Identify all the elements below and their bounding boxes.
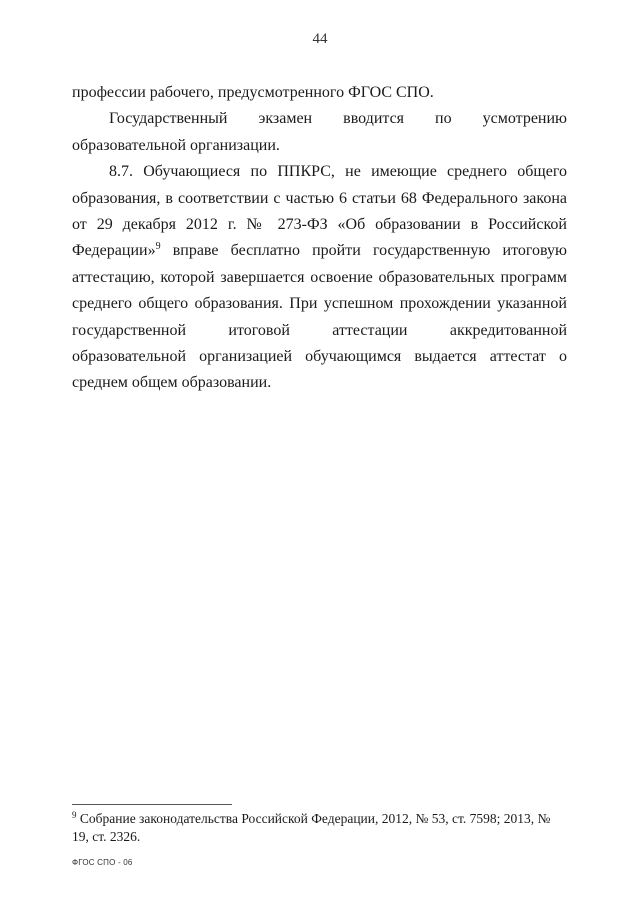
paragraph-8-7-text: 8.7. Обучающиеся по ППКРС, не имеющие среднего общего образования, в соответствии с частью 6 статьи 68 Федерального закона от 29 декабря 2012 г. № 273-ФЗ «Об образовании в Российской Федерации» [72, 163, 567, 260]
paragraph-state-exam: Государственный экзамен вводится по усмотрению образовательной организации. [72, 110, 567, 154]
footnote-separator [72, 804, 232, 805]
document-code: ФГОС СПО - 06 [72, 858, 133, 867]
paragraph-8-7-text-continued: вправе бесплатно пройти государственную итоговую аттестацию, которой завершается освоение образовательных программ среднего общего образования. При успешном прохождении указанной государственной итоговой аттестации аккредитованной образовательной организацией обучающимся выдается аттестат о среднем общем образовании. [72, 242, 567, 392]
page-number: 44 [312, 31, 328, 47]
footnote-text: Собрание законодательства Российской Федерации, 2012, № 53, ст. 7598; 2013, № 19, ст. 2326. [72, 811, 551, 844]
footnote-reference: 9 [155, 241, 161, 253]
paragraph-8-7 [72, 159, 567, 397]
document-body [72, 80, 567, 397]
footnote [72, 810, 567, 846]
paragraph-continuation: профессии рабочего, предусмотренного ФГОС СПО. [72, 84, 434, 101]
footnote-marker: 9 [72, 810, 77, 820]
